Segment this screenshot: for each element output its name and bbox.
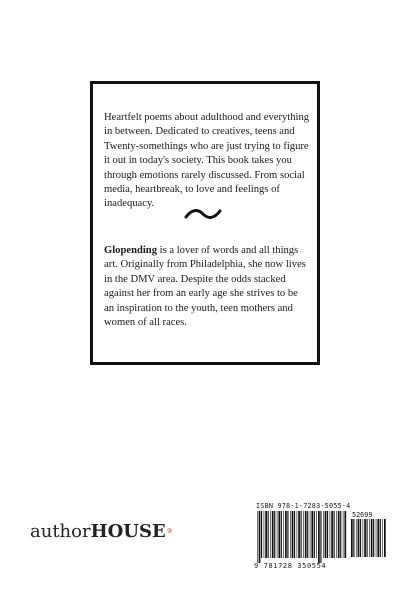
publisher-logo-house: HOUSE (90, 521, 166, 542)
publisher-logo (30, 522, 173, 542)
barcode-bar (270, 511, 271, 558)
barcode-bar (301, 511, 302, 558)
barcode-bar (364, 519, 366, 557)
barcode-bar (323, 511, 324, 558)
barcode-bar (268, 511, 269, 558)
ean-barcode (256, 511, 348, 563)
barcode-bar (384, 519, 386, 557)
barcode-bar (310, 511, 311, 558)
barcode-bar (303, 511, 304, 558)
barcode-bar (294, 511, 295, 558)
barcode-bar (363, 519, 364, 557)
barcode-bar (278, 511, 280, 558)
barcode-bar (281, 511, 282, 558)
barcode-bar (311, 511, 313, 558)
barcode-bar (320, 511, 321, 563)
barcode-bar (376, 519, 377, 557)
barcode-bar (358, 519, 360, 557)
addon-barcode (350, 519, 386, 562)
barcode-bar (314, 511, 315, 558)
barcode-bar (360, 519, 361, 557)
barcode-bar (305, 511, 307, 558)
barcode-bar (290, 511, 291, 558)
barcode-bar (277, 511, 278, 558)
barcode-bar (344, 511, 346, 558)
trademark-mark: ® (166, 528, 173, 535)
isbn-label: ISBN 978-1-7283-5055-4 (256, 502, 351, 510)
barcode-bar (261, 511, 262, 558)
barcode-bar (377, 519, 379, 557)
barcode-bar (371, 519, 373, 557)
barcode-bar (265, 511, 267, 558)
barcode-bar (298, 511, 300, 558)
barcode-bar (340, 511, 341, 558)
barcode-bar (382, 519, 383, 557)
publisher-logo-author: author (30, 521, 91, 542)
barcode-bar (257, 511, 258, 563)
barcode-bar (327, 511, 328, 558)
barcode-bar (343, 511, 344, 558)
barcode-bar (272, 511, 274, 558)
barcode-bar (356, 519, 357, 557)
barcode-bar (264, 511, 265, 558)
author-bio-text: is a lover of words and all things art. Originally from Philadelphia, she now lives in the DMV area. Despite the odds stacked against her from an early age she strives to be an inspiration to the youth, teen mothers and women of all races. (104, 245, 306, 329)
barcode-bar (331, 511, 333, 558)
barcode-bar (318, 511, 320, 563)
barcode-bar (336, 511, 337, 558)
barcode-bar (287, 511, 288, 558)
barcode-bar (292, 511, 294, 558)
book-blurb: Heartfelt poems about adulthood and everything in between. Dedicated to creatives, teens and Twenty-somethings who are just trying to figure it out in today's society. This book takes you through emotions rarely discussed. From social media, heartbreak, to love and feelings of inadequacy. (104, 112, 310, 210)
barcode-bar (367, 519, 368, 557)
barcode-bar (259, 511, 261, 563)
barcode-bar (307, 511, 308, 558)
barcode-bar (297, 511, 298, 558)
barcode-bar (353, 519, 354, 557)
barcode-bar (369, 519, 370, 557)
author-bio (104, 244, 310, 330)
barcode-bar (274, 511, 275, 558)
author-name: Glopending (104, 245, 157, 256)
barcode-bar (334, 511, 335, 558)
barcode-bar (338, 511, 340, 558)
barcode-bar (330, 511, 331, 558)
barcode-bar (380, 519, 381, 557)
barcode-bar (373, 519, 374, 557)
ean-digits: 9 781728 350554 (254, 562, 327, 570)
barcode-bar (285, 511, 287, 558)
barcode-bar (283, 511, 284, 558)
barcode-bar (351, 519, 353, 557)
barcode-addon-digits: 52699 (352, 511, 373, 519)
barcode-bar (325, 511, 327, 558)
tilde-ornament (183, 204, 223, 224)
barcode-bar (316, 511, 317, 558)
